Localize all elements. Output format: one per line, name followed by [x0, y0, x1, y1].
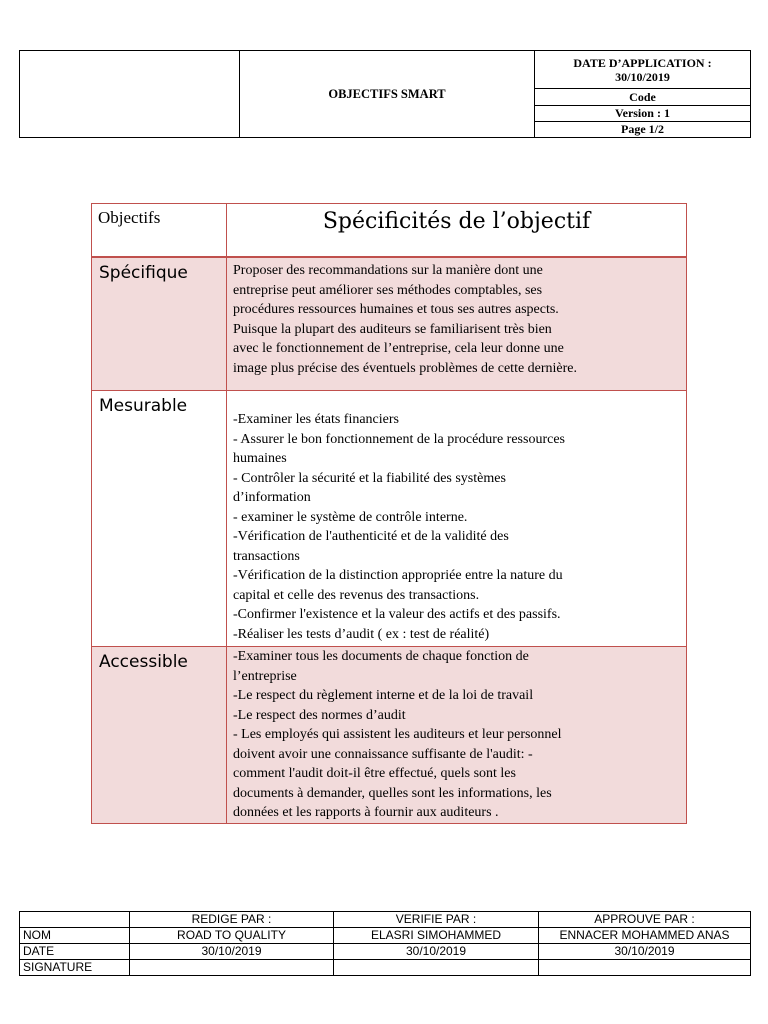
approuve-par-header: APPROUVE PAR :: [539, 912, 751, 928]
code-cell: Code: [535, 89, 751, 105]
text-line: transactions: [233, 548, 300, 564]
empty-corner-cell: [20, 912, 130, 928]
text-line: image plus précise des éventuels problèmes de cette dernière.: [233, 360, 578, 376]
verifie-par-nom: ELASRI SIMOHAMMED: [334, 928, 539, 944]
text-line: -Confirmer l'existence et la valeur des actifs et des passifs.: [233, 607, 561, 622]
verifie-par-date: 30/10/2019: [334, 944, 539, 960]
redige-par-nom: ROAD TO QUALITY: [130, 928, 334, 944]
text-line: -Le respect des normes d’audit: [233, 707, 406, 723]
row-content-cell: [227, 391, 687, 647]
verifie-par-header: VERIFIE PAR :: [334, 912, 539, 928]
text-line: Puisque la plupart des auditeurs se familiarisent très bien: [233, 321, 552, 337]
col-header-objectifs-label: Objectifs: [98, 208, 161, 227]
text-line: procédures ressources humaines et tous ses autres aspects.: [233, 302, 559, 317]
text-line: -Réaliser les tests d’audit ( ex : test de réalité): [233, 626, 490, 642]
text-line: comment l'audit doit-il être effectué, quels sont les: [233, 766, 516, 781]
col-header-objectifs: [92, 204, 227, 258]
text-line: -Le respect du règlement interne et de la loi de travail: [233, 688, 534, 703]
text-line: - Contrôler la sécurité et la fiabilité des systèmes: [233, 470, 506, 486]
text-line: -Vérification de la distinction appropriée entre la nature du: [233, 568, 563, 583]
date-label: DATE: [20, 944, 130, 960]
smart-table-header-row: [92, 204, 687, 258]
version-cell: Version : 1: [535, 105, 751, 121]
table-row-mesurable: [92, 391, 687, 647]
text-line: - Assurer le bon fonctionnement de la procédure ressources: [233, 431, 565, 447]
text-line: données et les rapports à fournir aux auditeurs .: [233, 805, 499, 820]
approval-nom-row: [20, 928, 751, 944]
smart-objectives-table: [91, 203, 687, 824]
text-line: entreprise peut améliorer ses méthodes comptables, ses: [233, 282, 543, 298]
row-label-specifique: Spécifique: [99, 263, 188, 283]
row-content-specifique: [227, 258, 686, 378]
verifie-par-signature[interactable]: [334, 960, 539, 976]
row-label-cell: [92, 257, 227, 391]
text-line: -Vérification de l'authenticité et de la validité des: [233, 529, 509, 544]
text-line: -Examiner tous les documents de chaque fonction de: [233, 649, 529, 664]
row-content-cell: [227, 257, 687, 391]
logo-cell: [20, 51, 240, 138]
approuve-par-nom: ENNACER MOHAMMED ANAS: [539, 928, 751, 944]
approuve-par-signature[interactable]: [539, 960, 751, 976]
row-content-accessible: [227, 647, 686, 823]
table-row-specifique: [92, 257, 687, 391]
approval-header-row: [20, 912, 751, 928]
text-line: d’information: [233, 490, 311, 505]
col-header-specificites-label: Spécificités de l’objectif: [322, 209, 591, 234]
row-label-mesurable: Mesurable: [99, 396, 188, 416]
text-line: -Examiner les états financiers: [233, 412, 399, 427]
text-line: doivent avoir une connaissance suffisante de l'audit: -: [233, 746, 533, 762]
date-application-cell: [535, 51, 751, 89]
table-row-accessible: [92, 647, 687, 824]
text-line: capital et celle des revenus des transactions.: [233, 587, 480, 603]
text-line: avec le fonctionnement de l’entreprise, cela leur donne une: [233, 341, 564, 356]
date-application-label: DATE D’APPLICATION :: [573, 55, 712, 70]
page-number-cell: Page 1/2: [535, 121, 751, 137]
row-label-cell: [92, 647, 227, 824]
approval-date-row: [20, 944, 751, 960]
redige-par-header: REDIGE PAR :: [130, 912, 334, 928]
approval-table: [19, 911, 751, 976]
row-label-cell: [92, 391, 227, 647]
nom-label: NOM: [20, 928, 130, 944]
approuve-par-date: 30/10/2019: [539, 944, 751, 960]
redige-par-signature[interactable]: [130, 960, 334, 976]
row-content-cell: [227, 647, 687, 824]
row-label-accessible: Accessible: [99, 652, 188, 672]
text-line: l’entreprise: [233, 668, 297, 684]
signature-label: SIGNATURE: [20, 960, 130, 976]
text-line: Proposer des recommandations sur la manière dont une: [233, 263, 543, 278]
col-header-specificites: [227, 204, 687, 258]
text-line: - examiner le système de contrôle interne.: [233, 509, 468, 525]
document-header: [19, 50, 751, 138]
text-line: - Les employés qui assistent les auditeurs et leur personnel: [233, 727, 562, 742]
date-application-value: 30/10/2019: [615, 69, 670, 84]
document-title: OBJECTIFS SMART: [240, 51, 535, 138]
row-content-mesurable: [227, 391, 686, 644]
text-line: documents à demander, quelles sont les informations, les: [233, 785, 552, 801]
redige-par-date: 30/10/2019: [130, 944, 334, 960]
text-line: humaines: [233, 451, 287, 466]
approval-signature-row: [20, 960, 751, 976]
